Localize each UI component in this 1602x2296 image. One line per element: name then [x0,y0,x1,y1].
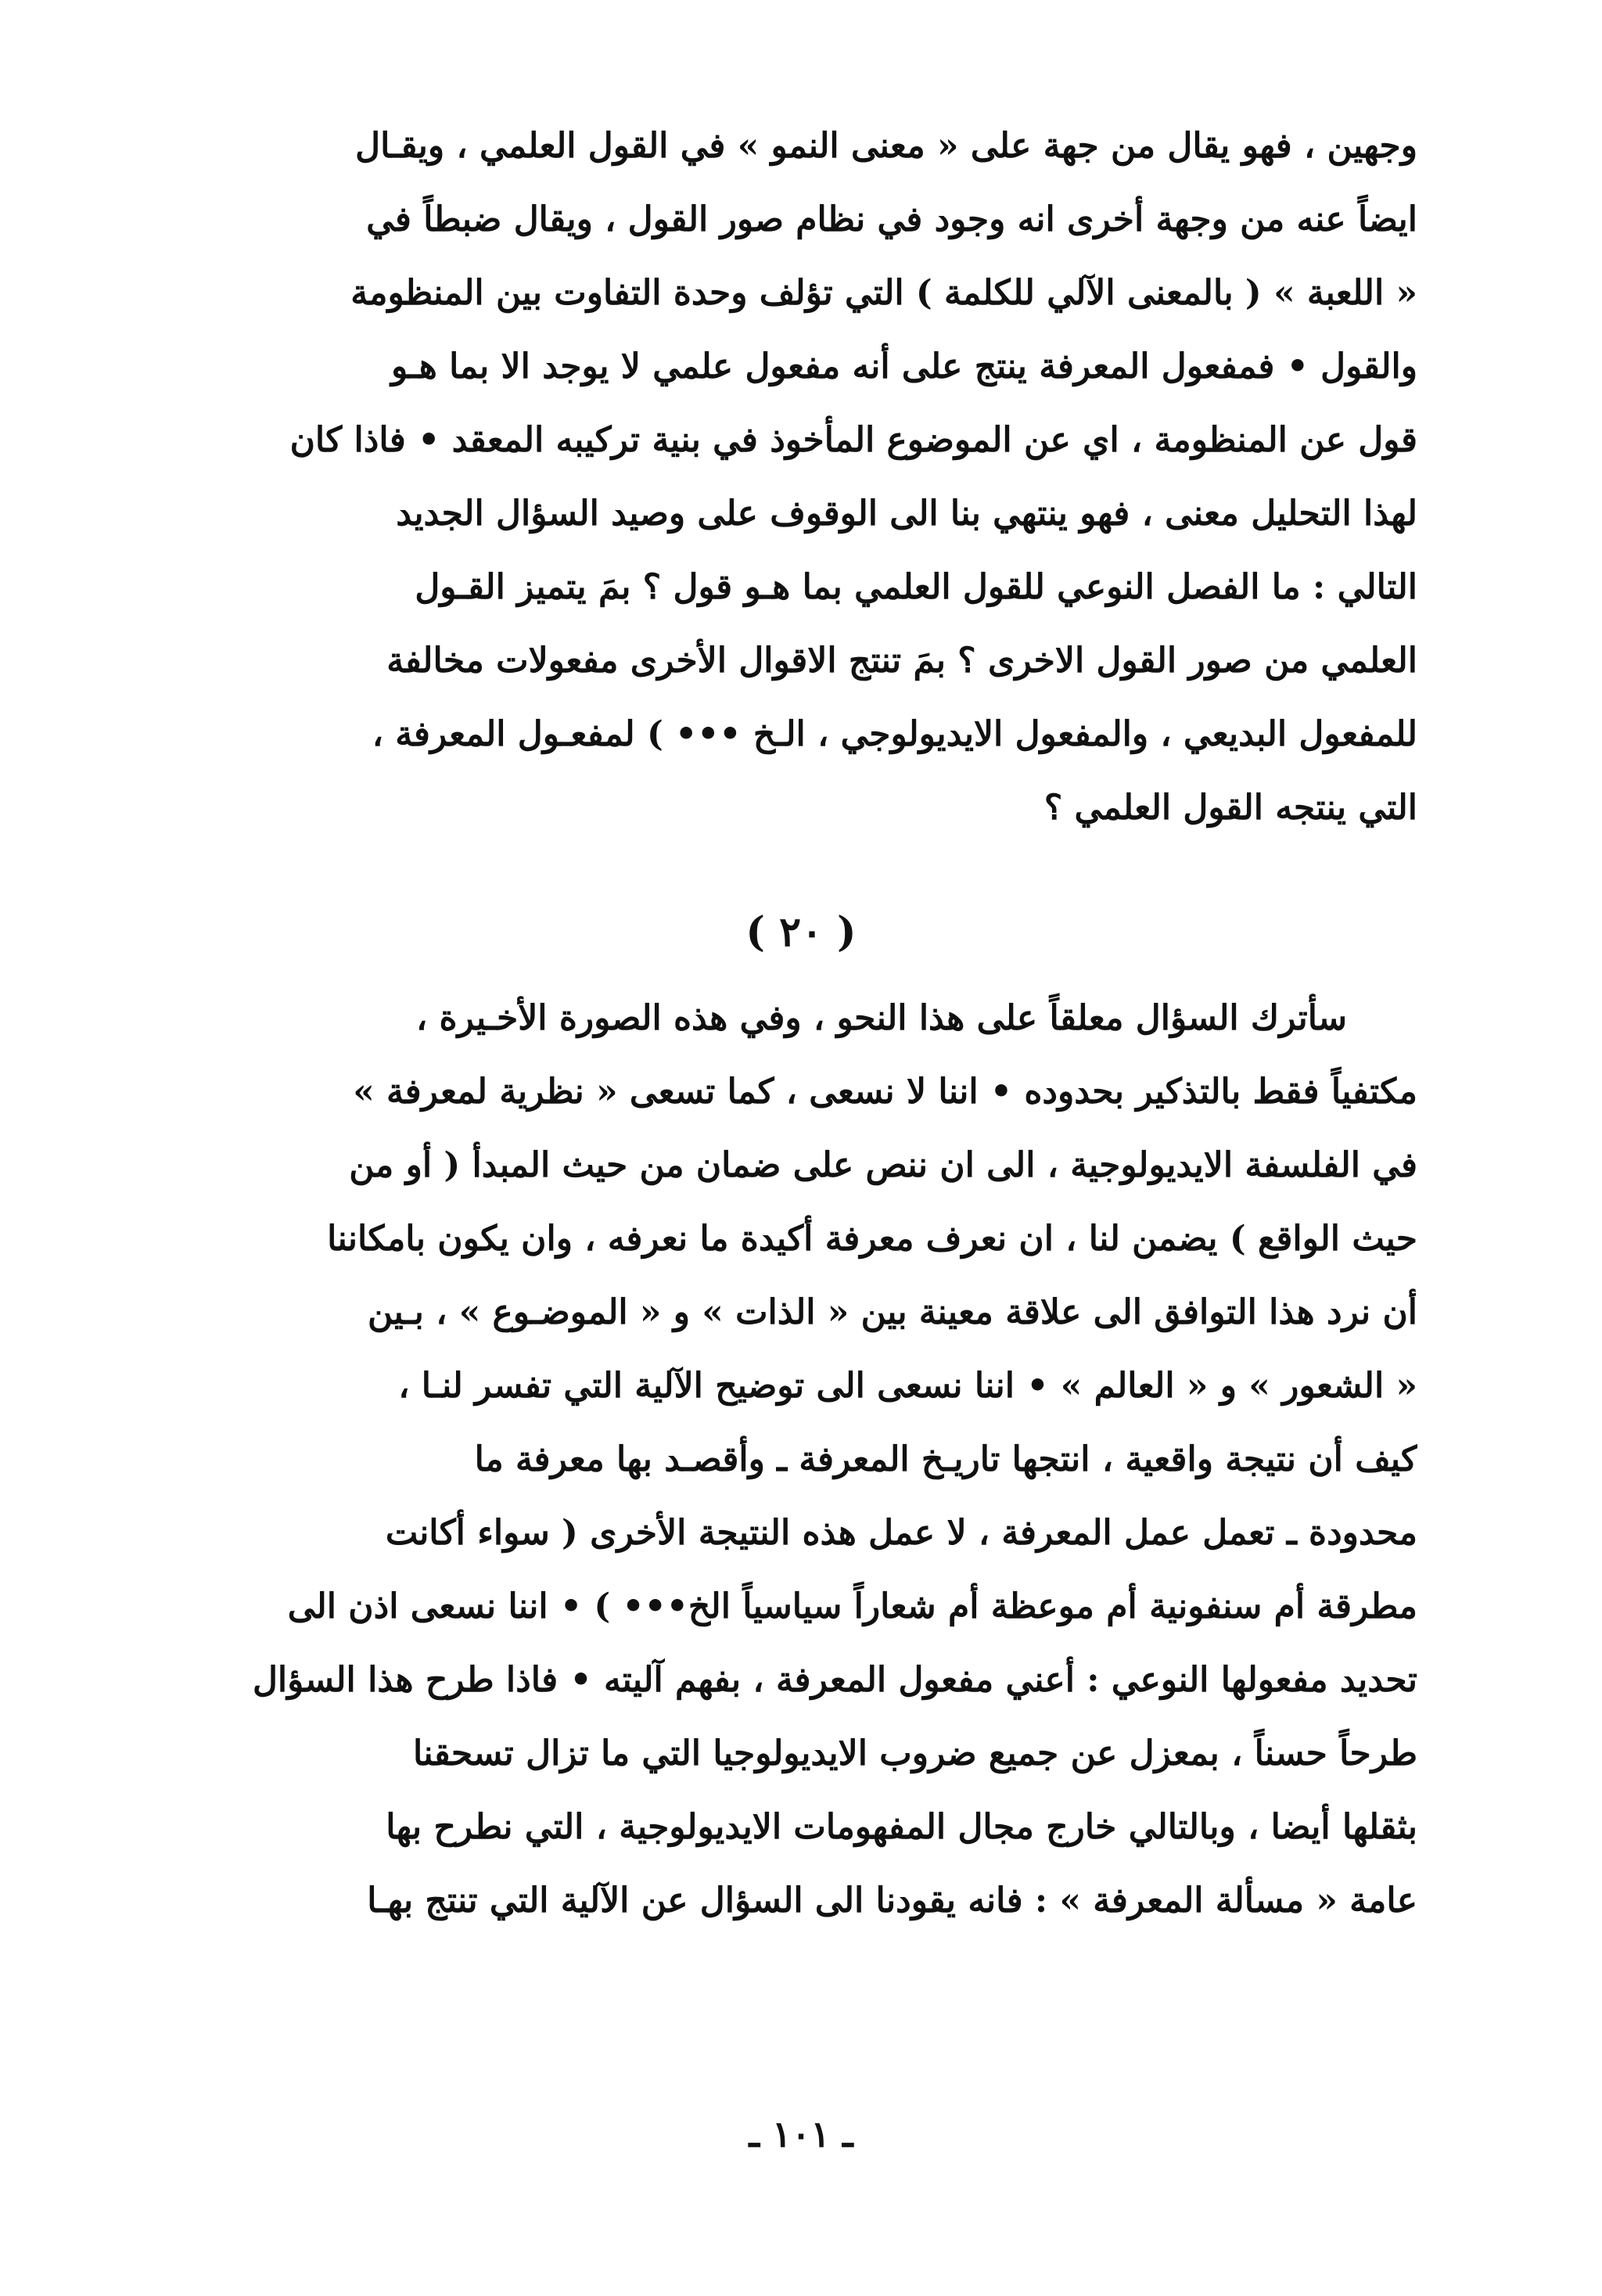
text-line: للمفعول البديعي ، والمفعول الايديولوجي ، الـخ ••• ) لمفعـول المعرفة ، [372,714,1417,754]
text-line: « الشعور » و « العالم » • اننا نسعى الى توضيح الآلية التي تفسر لنـا ، [398,1366,1417,1406]
text-line: أن نرد هذا التوافق الى علاقة معينة بين « الذات » و « الموضـوع » ، بـين [367,1292,1417,1332]
text-line: وجهين ، فهو يقال من جهة على « معنى النمو » في القول العلمي ، ويقـال [355,126,1417,166]
page-number: ـ ١٠١ ـ [749,2113,853,2155]
text-line: « اللعبة » ( بالمعنى الآلي للكلمة ) التي تؤلف وحدة التفاوت بين المنظومة [350,273,1417,313]
text-line: مكتفياً فقط بالتذكير بحدوده • اننا لا نسعى ، كما تسعى « نظرية لمعرفة » [353,1072,1417,1112]
text-line: قول عن المنظومة ، اي عن الموضوع المأخوذ في بنية تركيبه المعقد • فاذا كان [289,420,1417,460]
text-line: طرحاً حسناً ، بمعزل عن جميع ضروب الايديولوجيا التي ما تزال تسحقنا [412,1734,1417,1773]
text-line: التالي : ما الفصل النوعي للقول العلمي بما هـو قول ؟ بمَ يتميز القـول [415,567,1417,607]
text-line: حيث الواقع ) يضمن لنا ، ان نعرف معرفة أكيدة ما نعرفه ، وان يكون بامكاننا [327,1219,1417,1259]
paragraph-section-20 [181,982,1417,1938]
paragraph-continuation [181,110,1417,845]
text-line: مطرقة أم سنفونية أم موعظة أم شعاراً سياسياً الخ••• ) • اننا نسعى اذن الى [287,1586,1417,1626]
text-line: في الفلسفة الايديولوجية ، الى ان ننص على ضمان من حيث المبدأ ( أو من [349,1145,1417,1185]
text-line: بثقلها أيضا ، وبالتالي خارج مجال المفهومات الايديولوجية ، التي نطرح بها [386,1807,1417,1847]
text-line: والقول • فمفعول المعرفة ينتج على أنه مفعول علمي لا يوجد الا بما هـو [391,347,1417,386]
text-line: التي ينتجه القول العلمي ؟ [1043,788,1417,828]
section-number-heading: ( ٢٠ ) [745,908,857,956]
text-line: ايضاً عنه من وجهة أخرى انه وجود في نظام صور القول ، ويقال ضبطاً في [366,199,1417,239]
text-line: سأترك السؤال معلقاً على هذا النحو ، وفي هذه الصورة الأخـيرة ، [416,998,1347,1038]
text-line: محدودة ـ تعمل عمل المعرفة ، لا عمل هذه النتيجة الأخرى ( سواء أكانت [385,1513,1417,1553]
text-line: عامة « مسألة المعرفة » : فانه يقودنا الى السؤال عن الآلية التي تنتج بهـا [367,1881,1417,1921]
text-line: كيف أن نتيجة واقعية ، انتجها تاريـخ المعرفة ـ وأقصـد بها معرفة ما [474,1439,1417,1479]
text-line: العلمي من صور القول الاخرى ؟ بمَ تنتج الاقوال الأخرى مفعولات مخالفة [386,641,1417,681]
text-line: تحديد مفعولها النوعي : أعني مفعول المعرفة ، بفهم آليته • فاذا طرح هذا السؤال [252,1660,1417,1700]
text-line: لهذا التحليل معنى ، فهو ينتهي بنا الى الوقوف على وصيد السؤال الجديد [396,494,1417,534]
